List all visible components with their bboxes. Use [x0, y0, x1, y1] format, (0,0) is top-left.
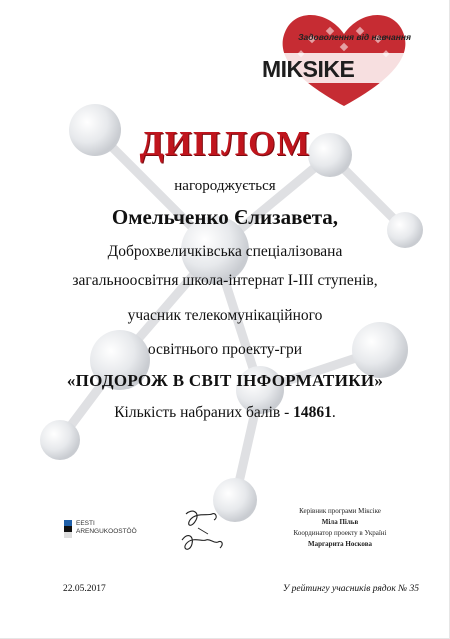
coordinator-name: Маргарита Носкова — [308, 540, 372, 548]
logo-tagline: Задоволення від навчання — [298, 32, 411, 42]
awarded-text: нагороджується — [174, 178, 276, 194]
signature — [178, 506, 226, 556]
diploma-title: ДИПЛОМ — [139, 124, 311, 163]
score-value: 14861 — [293, 404, 332, 421]
score-label: Кількість набраних балів - — [114, 404, 294, 421]
project-title: «ПОДОРОЖ В СВІТ ІНФОРМАТИКИ» — [66, 371, 384, 390]
rating-rank: У рейтингу учасників рядок № 35 — [282, 584, 419, 594]
school-line-2: загальноосвітня школа-інтернат І-ІІІ ступенів, — [72, 272, 378, 289]
recipient-name: Омельченко Єлизавета, — [111, 205, 339, 229]
issue-date: 22.05.2017 — [63, 584, 106, 594]
score-line — [0, 404, 450, 422]
credits-block — [250, 506, 430, 550]
score-end: . — [331, 404, 336, 421]
head-label: Керівник програми Міксіке — [299, 507, 381, 515]
coordinator-label: Координатор проекту в Україні — [293, 529, 387, 537]
participant-text: учасник телекомунікаційного — [127, 307, 323, 324]
logo-brand: MIKSIKE — [262, 56, 355, 82]
project-text: освітнього проекту-гри — [147, 341, 303, 358]
eesti-line-1: EESTI — [76, 520, 95, 527]
school-line-1: Доброхвеличківська спеціалізована — [107, 243, 343, 260]
eesti-logo-text — [76, 520, 137, 536]
eesti-line-2: ARENGUKOOSTÖÖ — [76, 528, 137, 535]
head-name: Міла Пільв — [321, 518, 359, 526]
